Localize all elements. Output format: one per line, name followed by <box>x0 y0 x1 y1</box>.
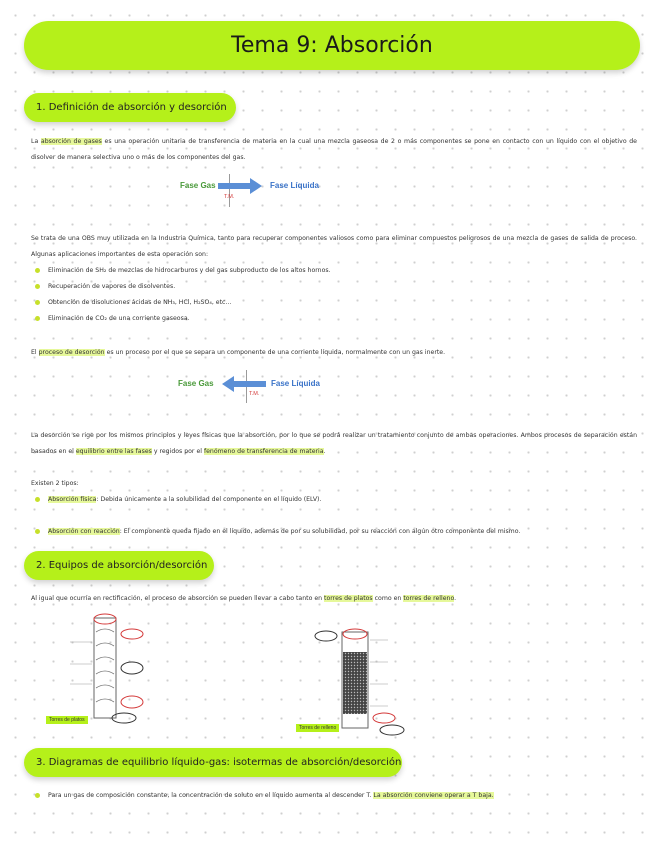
equipment-paragraph <box>31 591 637 607</box>
highlight-low-temperature: La absorción conviene operar a T baja. <box>373 792 494 799</box>
mass-transfer-label: T.M. <box>249 391 260 397</box>
list-item: Recuperación de vapores de disolventes. <box>34 279 634 295</box>
list-item: Eliminación de SH₂ de mezclas de hidrocarburos y del gas subproducto de los altos hornos. <box>34 263 634 279</box>
principles-paragraph <box>31 428 637 460</box>
text: como en <box>372 595 404 602</box>
highlight-packed-towers: torres de relleno <box>403 595 455 602</box>
desorption-definition <box>31 345 637 361</box>
left-arrow-icon <box>218 374 268 394</box>
gas-phase-label: Fase Gas <box>178 379 214 388</box>
text: Al igual que ocurría en rectificación, el proceso de absorción se pueden llevar a cabo tanto en <box>31 595 325 602</box>
text: : El componente queda fijado en el líquido, además de por su solubilidad, por su reacción con algún otro componente del mismo. <box>119 528 521 535</box>
applications-list <box>34 263 634 327</box>
text: La desorción se rige por los mismos principios y leyes físicas que la absorción, por lo que se podrá realizar un tratamiento conjunto de ambas operaciones. Ambos procesos de separación están basados en el <box>31 432 637 455</box>
section-3-title: 3. Diagramas de equilibrio líquido-gas: isotermas de absorción/desorción <box>36 757 402 768</box>
highlight-plate-towers: torres de platos <box>324 595 373 602</box>
list-item: Eliminación de CO₂ de una corriente gaseosa. <box>34 311 634 327</box>
highlight-physical-absorption: Absorción física <box>48 496 97 503</box>
right-arrow-icon <box>216 176 266 196</box>
highlight-desorption-term: proceso de desorción <box>38 349 105 356</box>
text: y regidos por el <box>151 448 204 455</box>
plate-tower-figure <box>46 612 156 730</box>
text: . <box>454 595 457 602</box>
plate-tower-illustration <box>46 612 156 730</box>
list-item <box>34 788 634 804</box>
text: es un proceso por el que se separa un componente de una corriente líquida, normalmente con un gas inerte. <box>104 349 446 356</box>
highlight-equilibrium: equilibrio entre las fases <box>75 448 152 455</box>
text: Existen 2 tipos: <box>31 480 79 487</box>
text: La <box>31 138 41 145</box>
absorption-types-list <box>34 492 634 540</box>
packed-tower-label: Torres de relleno <box>296 724 339 732</box>
plate-tower-label: Torres de platos <box>46 716 88 724</box>
isotherm-list <box>34 788 634 804</box>
text: El <box>31 349 39 356</box>
liquid-phase-label: Fase Líquida <box>270 181 319 190</box>
highlight-absorption-term: absorción de gases <box>40 138 102 145</box>
highlight-mass-transfer: fenómeno de transferencia de materia <box>203 448 324 455</box>
list-item <box>34 492 634 508</box>
list-item <box>34 524 634 540</box>
absorption-uses <box>31 231 637 263</box>
liquid-phase-label: Fase Líquida <box>271 379 320 388</box>
section-2-header <box>24 551 214 580</box>
page-title: Tema 9: Absorción <box>231 33 433 58</box>
types-intro <box>31 476 637 492</box>
text: : Debida únicamente a la solubilidad del componente en el líquido (ELV). <box>96 496 322 503</box>
text: . <box>323 448 326 455</box>
section-3-header <box>24 748 402 777</box>
text: es una operación unitaria de transferencia de materia en la cual una mezcla gaseosa de 2 o más componentes se pone en contacto con un líquido con el objetivo de disolver de manera selectiva uno o más de los componentes del gas. <box>31 138 637 161</box>
section-1-title: 1. Definición de absorción y desorción <box>36 102 227 113</box>
absorption-definition <box>31 134 637 166</box>
packed-tower-illustration <box>296 622 416 738</box>
section-2-title: 2. Equipos de absorción/desorción <box>36 560 208 571</box>
highlight-reactive-absorption: Absorción con reacción <box>48 528 120 535</box>
gas-phase-label: Fase Gas <box>180 181 216 190</box>
packed-tower-figure <box>296 622 416 738</box>
title-banner <box>24 21 640 70</box>
text: Para un gas de composición constante, la concentración de soluto en el líquido aumenta al descender T. <box>48 792 374 799</box>
section-1-header <box>24 93 236 122</box>
list-item: Obtención de disoluciones ácidas de NH₃, HCl, H₂SO₄, etc... <box>34 295 634 311</box>
text: Se trata de una OBS muy utilizada en la Industria Química, tanto para recuperar componentes valiosos como para eliminar compuestos peligrosos de una mezcla de gases de salida de proceso. Algunas aplicaciones importantes de esta operación son: <box>31 235 637 258</box>
mass-transfer-label: T.M. <box>224 194 235 200</box>
